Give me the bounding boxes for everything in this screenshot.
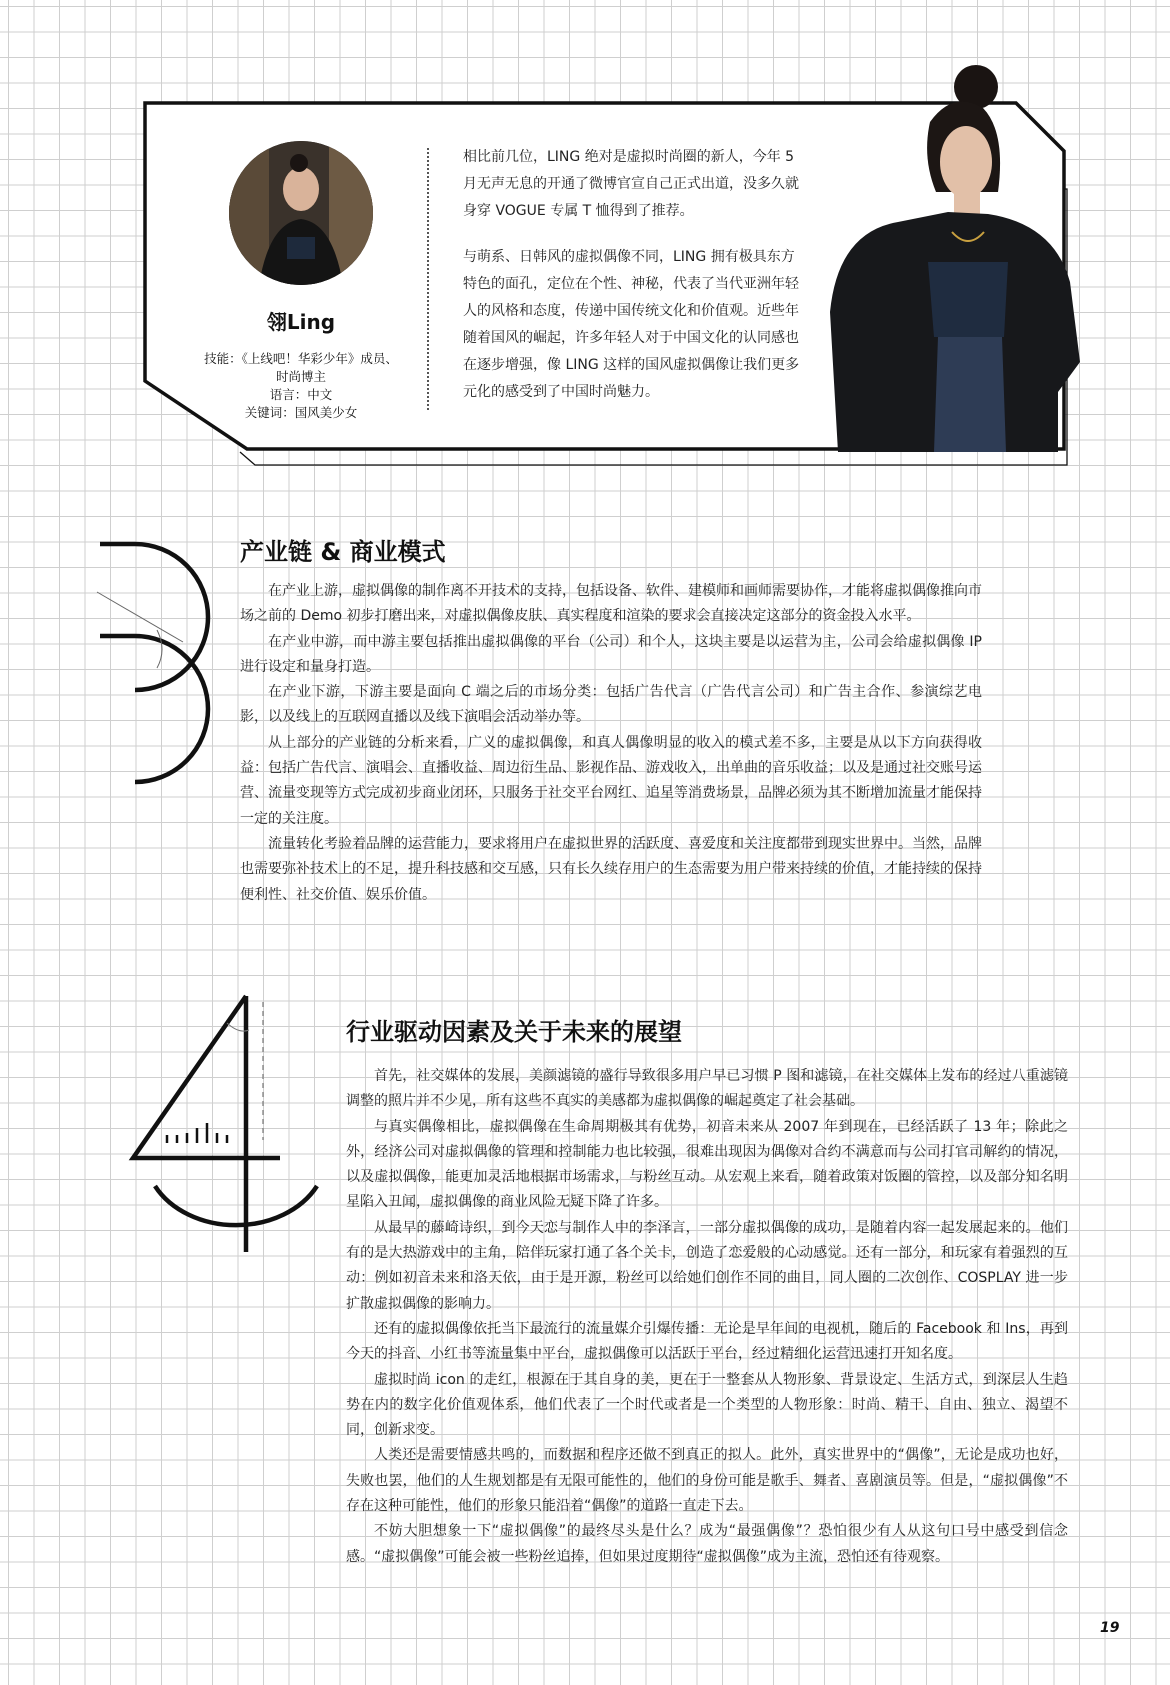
section-3-body xyxy=(240,579,982,908)
section-3-paragraph: 在产业上游，虚拟偶像的制作离不开技术的支持，包括设备、软件、建模师和画师需要协作，才能将虚拟偶像推向市场之前的 Demo 初步打磨出来，对虚拟偶像皮肤、真实程度和渲染的要求会直接决定这部分的资金投入水平。 xyxy=(240,583,982,625)
section-3-numeral xyxy=(85,530,225,800)
profile-keywords: 关键词：国风美少女 xyxy=(244,405,358,420)
portrait-image xyxy=(818,62,1080,452)
section-3-paragraph: 从上部分的产业链的分析来看，广义的虚拟偶像，和真人偶像明显的收入的模式差不多，主要是从以下方向获得收益：包括广告代言、演唱会、直播收益、周边衍生品、影视作品、游戏收入，出单曲的音乐收益；以及是通过社交账号运营、流量变现等方式完成初步商业闭环，只服务于社交平台网红、追星等消费场景，品牌必须为其不断增加流量才能保持一定的关注度。 xyxy=(240,734,982,827)
section-3-title: 产业链 & 商业模式 xyxy=(240,538,446,566)
section-3-paragraph: 在产业中游，而中游主要包括推出虚拟偶像的平台（公司）和个人，这块主要是以运营为主，公司会给虚拟偶像 IP 进行设定和量身打造。 xyxy=(240,633,982,675)
section-3-paragraph: 流量转化考验着品牌的运营能力，要求将用户在虚拟世界的活跃度、喜爱度和关注度都带到现实世界中。当然，品牌也需要弥补技术上的不足，提升科技感和交互感，只有长久续存用户的生态需要为用户带来持续的价值，才能持续的保持便利性、社交价值、娱乐价值。 xyxy=(240,835,982,903)
section-4-paragraph: 从最早的藤崎诗织，到今天恋与制作人中的李泽言，一部分虚拟偶像的成功，是随着内容一起发展起来的。他们有的是大热游戏中的主角，陪伴玩家打通了各个关卡，创造了恋爱般的心动感觉。还有一部分，和玩家有着强烈的互动：例如初音未来和洛天依，由于是开源，粉丝可以给她们创作不同的曲目，同人圈的二次创作、COSPLAY 进一步扩散虚拟偶像的影响力。 xyxy=(346,1219,1068,1312)
profile-intro xyxy=(463,144,806,425)
profile-meta xyxy=(185,350,417,422)
section-4-body xyxy=(346,1064,1068,1570)
profile-skills-cont: 时尚博主 xyxy=(275,369,326,384)
profile-name: 翎Ling xyxy=(266,310,336,334)
avatar xyxy=(229,141,373,285)
profile-language: 语言：中文 xyxy=(269,387,333,402)
section-4-numeral xyxy=(125,990,325,1260)
section-3-paragraph: 在产业下游，下游主要是面向 C 端之后的市场分类：包括广告代言（广告代言公司）和广告主合作、参演综艺电影，以及线上的互联网直播以及线下演唱会活动举办等。 xyxy=(240,684,982,726)
profile-skills: 技能：《上线吧！华彩少年》成员、 xyxy=(204,351,398,366)
intro-paragraph: 与萌系、日韩风的虚拟偶像不同，LING 拥有极具东方特色的面孔，定位在个性、神秘，代表了当代亚洲年轻人的风格和态度，传递中国传统文化和价值观。近些年随着国风的崛起，许多年轻人对于中国文化的认同感也在逐步增强，像 LING 这样的国风虚拟偶像让我们更多元化的感受到了中国时尚魅力。 xyxy=(463,249,800,400)
section-4-paragraph: 人类还是需要情感共鸣的，而数据和程序还做不到真正的拟人。此外，真实世界中的“偶像”，无论是成功也好，失败也罢，他们的人生规划都是有无限可能性的，他们的身份可能是歌手、舞者、喜剧演员等。但是，“虚拟偶像”不存在这种可能性，他们的形象只能沿着“偶像”的道路一直走下去。 xyxy=(346,1447,1068,1515)
section-4-paragraph: 还有的虚拟偶像依托当下最流行的流量媒介引爆传播：无论是早年间的电视机，随后的 Facebook 和 Ins，再到今天的抖音、小红书等流量集中平台，虚拟偶像可以活跃于平台，经过精细化运营迅速打开知名度。 xyxy=(346,1320,1068,1363)
section-4-paragraph: 虚拟时尚 icon 的走红，根源在于其自身的美，更在于一整套从人物形象、背景设定、生活方式，到深层人生趋势在内的数字化价值观体系，他们代表了一个时代或者是一个类型的人物形象：时尚、精干、自由、独立、渴望不同，创新求变。 xyxy=(346,1371,1068,1439)
section-4-title: 行业驱动因素及关于未来的展望 xyxy=(346,1018,682,1046)
intro-paragraph: 相比前几位，LING 绝对是虚拟时尚圈的新人，今年 5 月无声无息的开通了微博官宣自己正式出道，没多久就身穿 VOGUE 专属 T 恤得到了推荐。 xyxy=(463,149,799,219)
section-4-paragraph: 与真实偶像相比，虚拟偶像在生命周期极其有优势，初音未来从 2007 年到现在，已经活跃了 13 年；除此之外，经济公司对虚拟偶像的管理和控制能力也比较强，很难出现因为偶像对合约不满意而与公司打官司解约的情况，以及虚拟偶像，能更加灵活地根据市场需求，与粉丝互动。从宏观上来看，随着政策对饭圈的管控，以及部分知名明星陷入丑闻，虚拟偶像的商业风险无疑下降了许多。 xyxy=(346,1118,1068,1211)
section-4-paragraph: 不妨大胆想象一下“虚拟偶像”的最终尽头是什么？成为“最强偶像”？恐怕很少有人从这句口号中感受到信念感。“虚拟偶像”可能会被一些粉丝追捧，但如果过度期待“虚拟偶像”成为主流，恐怕还有待观察。 xyxy=(346,1523,1068,1565)
dotted-divider xyxy=(427,148,429,410)
page-number: 19 xyxy=(1100,1620,1120,1636)
section-4-paragraph: 首先，社交媒体的发展，美颜滤镜的盛行导致很多用户早已习惯 P 图和滤镜，在社交媒体上发布的经过八重滤镜调整的照片并不少见，所有这些不真实的美感都为虚拟偶像的崛起奠定了社会基础。 xyxy=(346,1068,1068,1110)
